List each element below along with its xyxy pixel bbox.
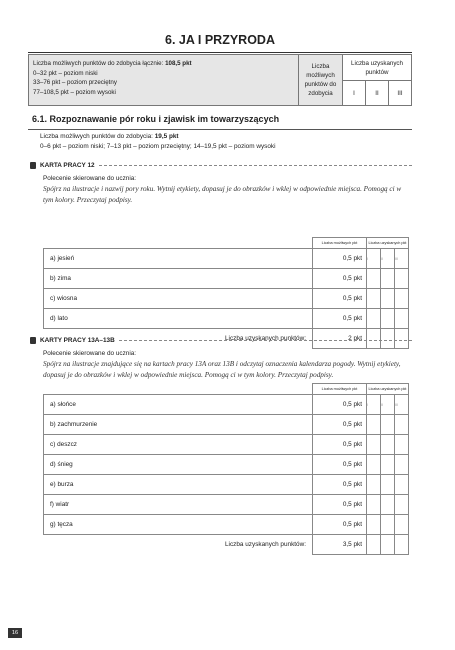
score-cell[interactable]: III bbox=[395, 249, 409, 269]
score-cell[interactable] bbox=[381, 269, 395, 289]
score-cell[interactable] bbox=[395, 415, 409, 435]
score-cell[interactable] bbox=[395, 515, 409, 535]
summary-levels bbox=[29, 55, 299, 105]
score-cell[interactable] bbox=[367, 535, 381, 555]
col-obtained-points: Liczba uzyskanych pkt bbox=[367, 238, 409, 249]
score-cell[interactable] bbox=[395, 535, 409, 555]
summary-total: Liczba możliwych punktów do zdobycia łącznie: 108,5 pkt bbox=[33, 60, 192, 67]
table-row: c) wiosna 0,5 pkt bbox=[44, 289, 409, 309]
table-row: g) tęcza 0,5 pkt bbox=[44, 515, 409, 535]
dashed-rule bbox=[99, 165, 412, 166]
table-row: a) słońce 0,5 pkt I II III bbox=[44, 395, 409, 415]
score-cell[interactable] bbox=[395, 289, 409, 309]
col-possible-points: Liczba możliwych pkt bbox=[313, 238, 367, 249]
score-cell[interactable] bbox=[381, 289, 395, 309]
score-cell[interactable]: I bbox=[367, 395, 381, 415]
chapter-title: 6. JA I PRZYRODA bbox=[28, 33, 412, 53]
page-number: 16 bbox=[8, 628, 22, 638]
summary-roman-2: II bbox=[366, 81, 389, 105]
card-12-table bbox=[43, 237, 409, 349]
score-cell[interactable] bbox=[395, 495, 409, 515]
table-row: a) jesień 0,5 pkt I II III bbox=[44, 249, 409, 269]
table-row: b) zachmurzenie 0,5 pkt bbox=[44, 415, 409, 435]
score-cell[interactable] bbox=[381, 535, 395, 555]
score-cell[interactable]: II bbox=[381, 249, 395, 269]
card-12-instruction: Spójrz na ilustracje i nazwij pory roku. Wytnij etykiety, dopasuj je do obrazków i wklej w odpowiednie miejsca. Pomogą ci w tym kolory. Przeczytaj podpisy. bbox=[43, 185, 402, 204]
card-12-instruction-label: Polecenie skierowane do ucznia: bbox=[43, 175, 137, 182]
table-row: b) zima 0,5 pkt bbox=[44, 269, 409, 289]
sum-row: Liczba uzyskanych punktów: 2 pkt bbox=[44, 329, 409, 349]
card-13-table bbox=[43, 383, 409, 555]
summary-roman-1: I bbox=[343, 81, 366, 105]
score-cell[interactable] bbox=[381, 455, 395, 475]
section-info: Liczba możliwych punktów do zdobycia: 19,5 pkt 0–6 pkt – poziom niski; 7–13 pkt – poziom przeciętny; 14–19,5 pkt – poziom wysoki bbox=[40, 133, 276, 150]
score-cell[interactable] bbox=[367, 269, 381, 289]
score-cell[interactable] bbox=[395, 475, 409, 495]
col-possible-points: Liczba możliwych pkt bbox=[313, 384, 367, 395]
table-row: e) burza 0,5 pkt bbox=[44, 475, 409, 495]
table-row: d) śnieg 0,5 pkt bbox=[44, 455, 409, 475]
card-icon bbox=[30, 337, 36, 344]
score-cell[interactable] bbox=[395, 269, 409, 289]
sum-row: Liczba uzyskanych punktów: 3,5 pkt bbox=[44, 535, 409, 555]
score-cell[interactable] bbox=[381, 475, 395, 495]
summary-obtained-header: Liczba uzyskanych punktów bbox=[343, 55, 411, 81]
dashed-rule bbox=[119, 340, 412, 341]
score-cell[interactable] bbox=[367, 515, 381, 535]
score-cell[interactable] bbox=[367, 415, 381, 435]
score-cell[interactable] bbox=[367, 289, 381, 309]
score-cell[interactable]: I bbox=[367, 249, 381, 269]
points-summary-table bbox=[28, 54, 412, 106]
summary-possible-header: Liczba możliwych punktów do zdobycia bbox=[299, 55, 343, 105]
table-row: f) wiatr 0,5 pkt bbox=[44, 495, 409, 515]
score-cell[interactable] bbox=[367, 475, 381, 495]
card-12-header: KARTA PRACY 12 bbox=[30, 160, 412, 170]
summary-level-high: 77–108,5 pkt – poziom wysoki bbox=[33, 88, 116, 96]
score-cell[interactable] bbox=[381, 435, 395, 455]
score-cell[interactable] bbox=[381, 515, 395, 535]
score-cell[interactable] bbox=[367, 455, 381, 475]
table-row: d) lato 0,5 pkt bbox=[44, 309, 409, 329]
summary-obtained bbox=[343, 55, 411, 105]
score-cell[interactable] bbox=[395, 455, 409, 475]
card-icon bbox=[30, 162, 36, 169]
table-row: c) deszcz 0,5 pkt bbox=[44, 435, 409, 455]
score-cell[interactable] bbox=[367, 435, 381, 455]
score-cell[interactable] bbox=[381, 309, 395, 329]
score-cell[interactable] bbox=[381, 415, 395, 435]
card-13-instruction-label: Polecenie skierowane do ucznia: bbox=[43, 350, 137, 357]
summary-level-low: 0–32 pkt – poziom niski bbox=[33, 69, 98, 77]
score-cell[interactable]: III bbox=[395, 395, 409, 415]
score-cell[interactable] bbox=[367, 309, 381, 329]
score-cell[interactable] bbox=[395, 435, 409, 455]
card-13-instruction: Spójrz na ilustracje znajdujące się na kartach pracy 13A oraz 13B i odczytaj oznaczenia kalendarza pogody. Wytnij etykiety, dopasuj je do obrazków i wklej w odpowiednie miejsca. Pomogą ci w tym kolory. Przeczytaj podpisy. bbox=[43, 360, 401, 379]
score-cell[interactable]: II bbox=[381, 395, 395, 415]
summary-roman-3: III bbox=[397, 89, 403, 97]
col-obtained-points: Liczba uzyskanych pkt bbox=[367, 384, 409, 395]
score-cell[interactable] bbox=[367, 495, 381, 515]
score-cell[interactable] bbox=[381, 495, 395, 515]
summary-level-mid: 33–76 pkt – poziom przeciętny bbox=[33, 79, 117, 87]
score-cell[interactable] bbox=[395, 309, 409, 329]
card-13-header: KARTY PRACY 13A–13B bbox=[30, 335, 412, 345]
section-title: 6.1. Rozpoznawanie pór roku i zjawisk im towarzyszących bbox=[28, 114, 412, 130]
